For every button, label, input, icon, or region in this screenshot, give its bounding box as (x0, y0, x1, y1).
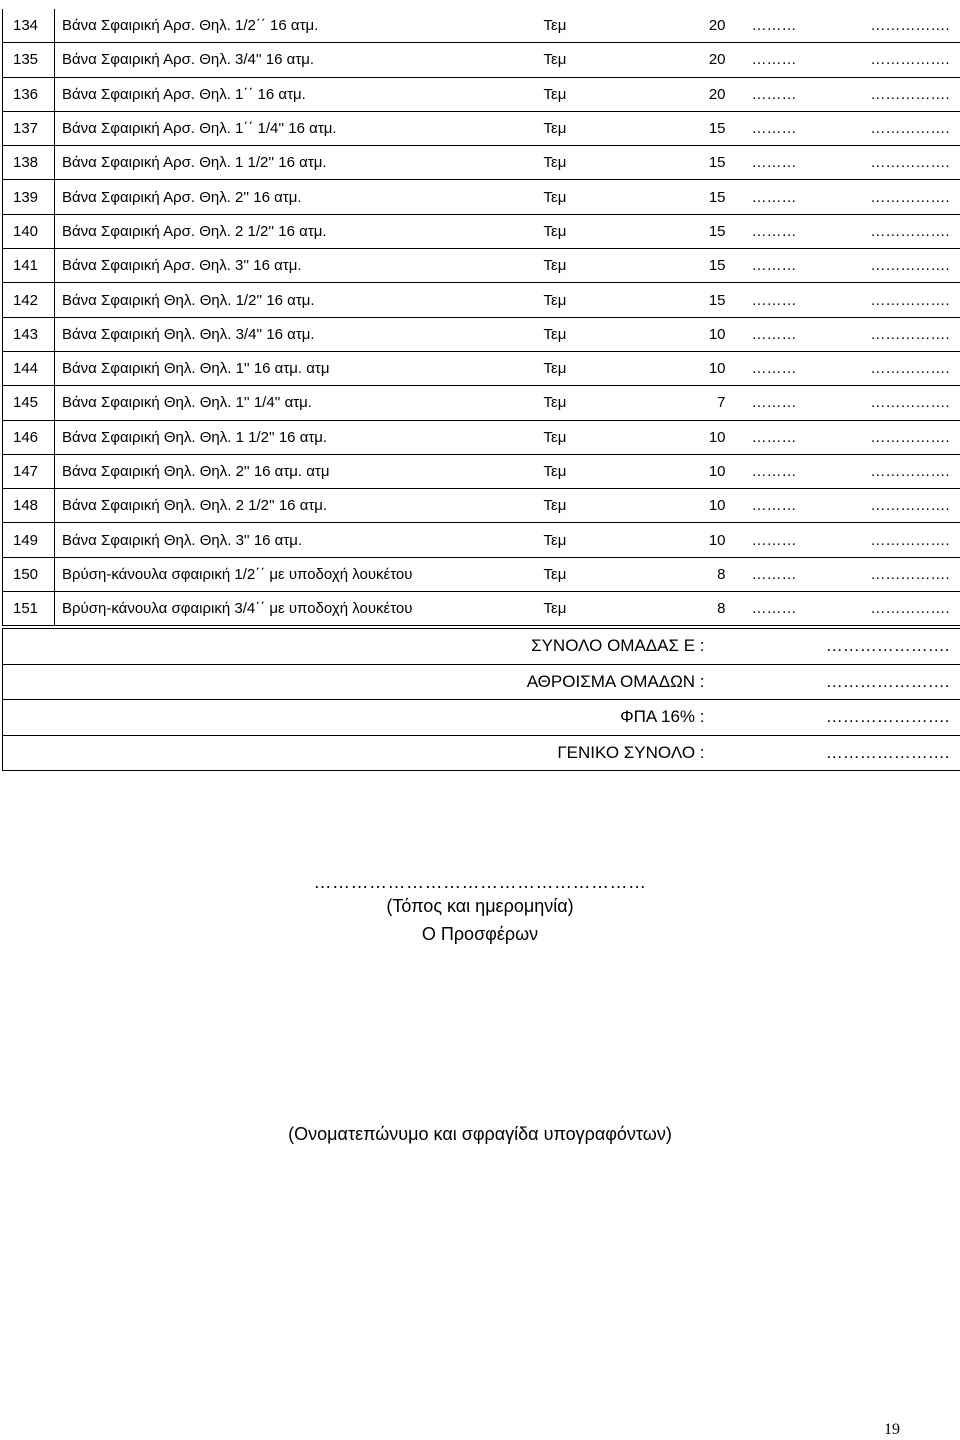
item-quantity: 10 (664, 420, 746, 454)
item-unit: Τεμ (524, 557, 664, 591)
item-description: Βάνα Σφαιρική Θηλ. Θηλ. 3'' 16 ατμ. (55, 523, 524, 557)
item-description: Βάνα Σφαιρική Αρσ. Θηλ. 1 1/2'' 16 ατμ. (55, 146, 524, 180)
item-quantity: 7 (664, 386, 746, 420)
totals-label: ΑΘΡΟΙΣΜΑ ΟΜΑΔΩΝ : (3, 664, 715, 700)
item-total: ……………. (842, 489, 960, 523)
item-unit: Τεμ (524, 523, 664, 557)
totals-value: …………………. (715, 735, 960, 771)
table-row (3, 43, 960, 77)
item-unit-price: ……… (746, 283, 842, 317)
item-total: ……………. (842, 77, 960, 111)
totals-row (3, 664, 960, 700)
totals-value: …………………. (715, 629, 960, 665)
item-unit: Τεμ (524, 386, 664, 420)
item-unit-price: ……… (746, 77, 842, 111)
item-description: Βάνα Σφαιρική Θηλ. Θηλ. 1/2'' 16 ατμ. (55, 283, 524, 317)
item-total: ……………. (842, 420, 960, 454)
page-number: 19 (884, 1421, 900, 1438)
table-row (3, 592, 960, 626)
item-quantity: 8 (664, 592, 746, 626)
item-number: 134 (3, 9, 55, 43)
item-unit-price: ……… (746, 146, 842, 180)
item-unit-price: ……… (746, 351, 842, 385)
item-quantity: 15 (664, 214, 746, 248)
item-quantity: 15 (664, 249, 746, 283)
item-number: 146 (3, 420, 55, 454)
totals-value: …………………. (715, 664, 960, 700)
item-unit: Τεμ (524, 9, 664, 43)
item-total: ……………. (842, 317, 960, 351)
item-number: 140 (3, 214, 55, 248)
item-total: ……………. (842, 9, 960, 43)
item-total: ……………. (842, 592, 960, 626)
table-row (3, 77, 960, 111)
item-description: Βάνα Σφαιρική Αρσ. Θηλ. 1/2΄΄ 16 ατμ. (55, 9, 524, 43)
item-unit-price: ……… (746, 489, 842, 523)
names-stamp-label: (Ονοματεπώνυμο και σφραγίδα υπογραφόντων) (288, 1124, 672, 1144)
item-total: ……………. (842, 351, 960, 385)
item-unit-price: ……… (746, 557, 842, 591)
item-unit: Τεμ (524, 317, 664, 351)
item-description: Βάνα Σφαιρική Αρσ. Θηλ. 3'' 16 ατμ. (55, 249, 524, 283)
item-total: ……………. (842, 111, 960, 145)
item-unit: Τεμ (524, 111, 664, 145)
item-description: Βάνα Σφαιρική Θηλ. Θηλ. 1 1/2'' 16 ατμ. (55, 420, 524, 454)
item-quantity: 20 (664, 77, 746, 111)
item-unit-price: ……… (746, 317, 842, 351)
item-description: Βρύση-κάνουλα σφαιρική 1/2΄΄ με υποδοχή λουκέτου (55, 557, 524, 591)
table-row (3, 283, 960, 317)
item-quantity: 15 (664, 283, 746, 317)
item-total: ……………. (842, 454, 960, 488)
item-total: ……………. (842, 283, 960, 317)
item-description: Βάνα Σφαιρική Θηλ. Θηλ. 2'' 16 ατμ. ατμ (55, 454, 524, 488)
price-list-table (2, 9, 960, 626)
item-unit-price: ……… (746, 592, 842, 626)
table-row (3, 249, 960, 283)
item-quantity: 15 (664, 146, 746, 180)
item-number: 142 (3, 283, 55, 317)
item-description: Βάνα Σφαιρική Αρσ. Θηλ. 2 1/2'' 16 ατμ. (55, 214, 524, 248)
item-description: Βάνα Σφαιρική Θηλ. Θηλ. 2 1/2'' 16 ατμ. (55, 489, 524, 523)
item-quantity: 10 (664, 454, 746, 488)
item-unit: Τεμ (524, 592, 664, 626)
totals-value: …………………. (715, 700, 960, 736)
table-row (3, 146, 960, 180)
item-description: Βάνα Σφαιρική Αρσ. Θηλ. 3/4'' 16 ατμ. (55, 43, 524, 77)
totals-row (3, 735, 960, 771)
item-description: Βάνα Σφαιρική Θηλ. Θηλ. 1'' 16 ατμ. ατμ (55, 351, 524, 385)
item-unit: Τεμ (524, 214, 664, 248)
item-number: 136 (3, 77, 55, 111)
table-row (3, 351, 960, 385)
item-unit-price: ……… (746, 180, 842, 214)
item-total: ……………. (842, 180, 960, 214)
item-number: 135 (3, 43, 55, 77)
signature-dots-line: ……………………………………………… (313, 872, 647, 892)
item-quantity: 20 (664, 9, 746, 43)
item-number: 150 (3, 557, 55, 591)
item-unit: Τεμ (524, 146, 664, 180)
item-unit-price: ……… (746, 420, 842, 454)
price-list-body (3, 9, 960, 626)
table-row (3, 523, 960, 557)
table-row (3, 420, 960, 454)
bidder-label: Ο Προσφέρων (421, 924, 539, 944)
item-unit: Τεμ (524, 454, 664, 488)
item-unit: Τεμ (524, 180, 664, 214)
item-total: ……………. (842, 146, 960, 180)
item-number: 137 (3, 111, 55, 145)
item-unit-price: ……… (746, 523, 842, 557)
item-description: Βάνα Σφαιρική Αρσ. Θηλ. 1΄΄ 1/4'' 16 ατμ. (55, 111, 524, 145)
place-date-label: (Τόπος και ημερομηνία) (386, 896, 574, 916)
item-unit: Τεμ (524, 283, 664, 317)
item-quantity: 10 (664, 489, 746, 523)
item-unit-price: ……… (746, 386, 842, 420)
item-unit: Τεμ (524, 249, 664, 283)
item-total: ……………. (842, 43, 960, 77)
item-unit-price: ……… (746, 454, 842, 488)
item-quantity: 20 (664, 43, 746, 77)
table-row (3, 454, 960, 488)
item-number: 151 (3, 592, 55, 626)
item-quantity: 15 (664, 180, 746, 214)
table-row (3, 557, 960, 591)
item-unit: Τεμ (524, 420, 664, 454)
item-total: ……………. (842, 214, 960, 248)
item-quantity: 10 (664, 317, 746, 351)
table-row (3, 180, 960, 214)
table-row (3, 9, 960, 43)
item-number: 149 (3, 523, 55, 557)
item-total: ……………. (842, 386, 960, 420)
totals-body (3, 629, 960, 771)
table-row (3, 386, 960, 420)
item-unit-price: ……… (746, 214, 842, 248)
item-number: 148 (3, 489, 55, 523)
totals-row (3, 629, 960, 665)
table-row (3, 111, 960, 145)
item-description: Βάνα Σφαιρική Αρσ. Θηλ. 1΄΄ 16 ατμ. (55, 77, 524, 111)
item-unit-price: ……… (746, 9, 842, 43)
item-number: 144 (3, 351, 55, 385)
item-number: 141 (3, 249, 55, 283)
item-quantity: 10 (664, 351, 746, 385)
totals-table (2, 628, 960, 771)
table-row (3, 489, 960, 523)
item-number: 147 (3, 454, 55, 488)
item-description: Βρύση-κάνουλα σφαιρική 3/4΄΄ με υποδοχή λουκέτου (55, 592, 524, 626)
item-unit: Τεμ (524, 489, 664, 523)
item-unit: Τεμ (524, 77, 664, 111)
item-description: Βάνα Σφαιρική Θηλ. Θηλ. 3/4'' 16 ατμ. (55, 317, 524, 351)
item-total: ……………. (842, 557, 960, 591)
item-description: Βάνα Σφαιρική Αρσ. Θηλ. 2'' 16 ατμ. (55, 180, 524, 214)
item-total: ……………. (842, 523, 960, 557)
item-number: 143 (3, 317, 55, 351)
item-number: 139 (3, 180, 55, 214)
item-number: 145 (3, 386, 55, 420)
totals-label: ΓΕΝΙΚΟ ΣΥΝΟΛΟ : (3, 735, 715, 771)
table-row (3, 317, 960, 351)
table-row (3, 214, 960, 248)
item-unit-price: ……… (746, 111, 842, 145)
item-total: ……………. (842, 249, 960, 283)
item-quantity: 10 (664, 523, 746, 557)
item-unit-price: ……… (746, 249, 842, 283)
item-quantity: 8 (664, 557, 746, 591)
totals-label: ΣΥΝΟΛΟ ΟΜΑΔΑΣ Ε : (3, 629, 715, 665)
item-description: Βάνα Σφαιρική Θηλ. Θηλ. 1'' 1/4'' ατμ. (55, 386, 524, 420)
item-unit: Τεμ (524, 351, 664, 385)
totals-row (3, 700, 960, 736)
item-quantity: 15 (664, 111, 746, 145)
item-number: 138 (3, 146, 55, 180)
item-unit: Τεμ (524, 43, 664, 77)
item-unit-price: ……… (746, 43, 842, 77)
totals-label: ΦΠΑ 16% : (3, 700, 715, 736)
